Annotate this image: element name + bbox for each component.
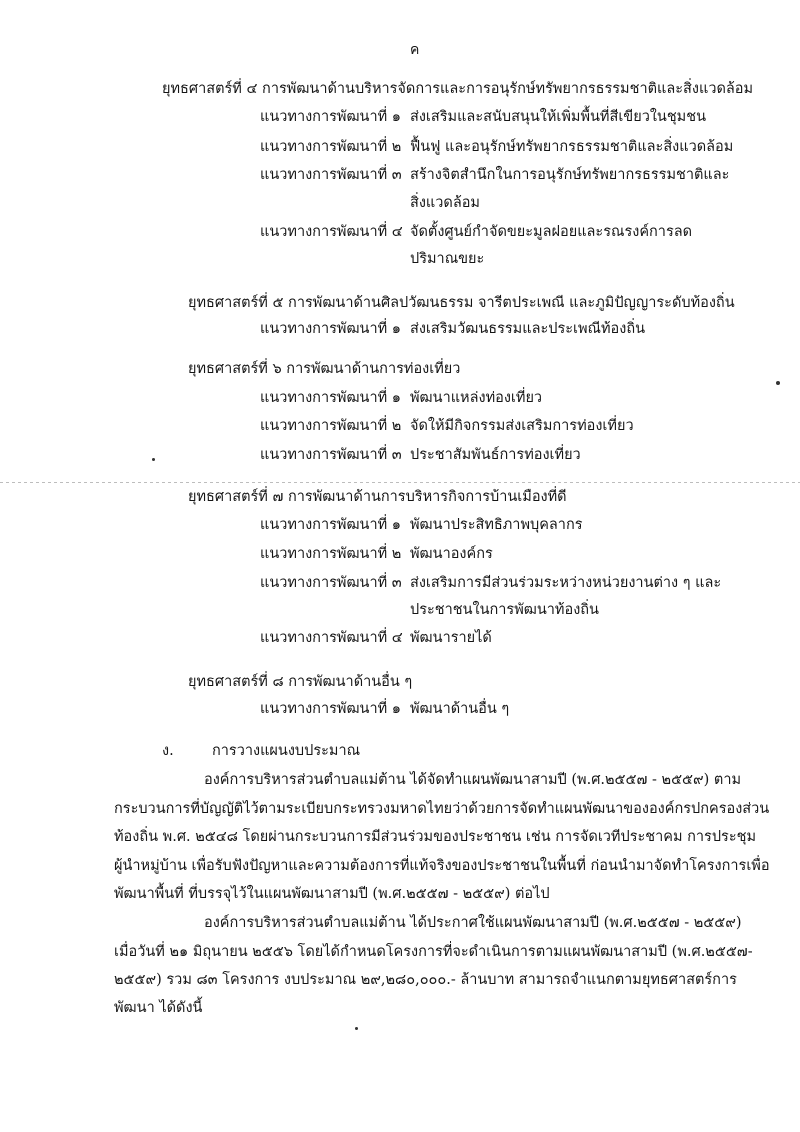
guideline-text: ส่งเสริมวัฒนธรรมและประเพณีท้องถิ่น bbox=[410, 321, 646, 337]
scan-speck bbox=[355, 1027, 358, 1030]
guideline-label: แนวทางการพัฒนาที่ ๓ bbox=[260, 575, 402, 591]
guideline-label: แนวทางการพัฒนาที่ ๑ bbox=[260, 701, 401, 717]
paragraph-line: ผู้นำหมู่บ้าน เพื่อรับฟังปัญหาและความต้องการที่แท้จริงของประชาชนในพื้นที่ ก่อนนำมาจัดทำโครงการเพื่อ bbox=[114, 858, 770, 874]
guideline-label: แนวทางการพัฒนาที่ ๒ bbox=[260, 418, 402, 434]
guideline-text: ประชาสัมพันธ์การท่องเที่ยว bbox=[410, 447, 581, 463]
guideline-label: แนวทางการพัฒนาที่ ๓ bbox=[260, 167, 402, 183]
guideline-label: แนวทางการพัฒนาที่ ๑ bbox=[260, 321, 401, 337]
page-number: ค bbox=[410, 42, 420, 58]
guideline-label: แนวทางการพัฒนาที่ ๒ bbox=[260, 546, 402, 562]
guideline-text: พัฒนาแหล่งท่องเที่ยว bbox=[410, 390, 543, 406]
section-marker: ง. bbox=[162, 743, 174, 759]
paragraph-line: ๒๕๕๙) รวม ๘๓ โครงการ งบประมาณ ๒๙,๒๘๐,๐๐๐.- ล้านบาท สามารถจำแนกตามยุทธศาสตร์การ bbox=[114, 972, 737, 988]
scan-fold-line bbox=[0, 482, 800, 483]
paragraph-line: ท้องถิ่น พ.ศ. ๒๕๔๘ โดยผ่านกระบวนการมีส่วนร่วมของประชาชน เช่น การจัดเวทีประชาคม การประชุม bbox=[114, 829, 757, 845]
guideline-text: ส่งเสริมและสนับสนุนให้เพิ่มพื้นที่สีเขียวในชุมชน bbox=[410, 109, 706, 125]
guideline-text: พัฒนารายได้ bbox=[410, 630, 492, 646]
guideline-label: แนวทางการพัฒนาที่ ๔ bbox=[260, 630, 403, 646]
guideline-text: จัดตั้งศูนย์กำจัดขยะมูลฝอยและรณรงค์การลด bbox=[410, 224, 693, 240]
guideline-text-cont: ปริมาณขยะ bbox=[410, 251, 485, 267]
strategy-5-title: ยุทธศาสตร์ที่ ๕ การพัฒนาด้านศิลปวัฒนธรรม จารีตประเพณี และภูมิปัญญาระดับท้องถิ่น bbox=[188, 295, 735, 311]
guideline-label: แนวทางการพัฒนาที่ ๒ bbox=[260, 139, 402, 155]
strategy-8-title: ยุทธศาสตร์ที่ ๘ การพัฒนาด้านอื่น ๆ bbox=[188, 674, 413, 690]
paragraph-line: เมื่อวันที่ ๒๑ มิถุนายน ๒๕๕๖ โดยได้กำหนดโครงการที่จะดำเนินการตามแผนพัฒนาสามปี (พ.ศ.๒๕๕๗- bbox=[114, 944, 753, 960]
guideline-label: แนวทางการพัฒนาที่ ๑ bbox=[260, 109, 401, 125]
guideline-label: แนวทางการพัฒนาที่ ๑ bbox=[260, 517, 401, 533]
guideline-text: พัฒนาด้านอื่น ๆ bbox=[410, 701, 510, 717]
guideline-label: แนวทางการพัฒนาที่ ๑ bbox=[260, 390, 401, 406]
strategy-7-title: ยุทธศาสตร์ที่ ๗ การพัฒนาด้านการบริหารกิจการบ้านเมืองที่ดี bbox=[188, 489, 567, 505]
paragraph-line: องค์การบริหารส่วนตำบลแม่ต้าน ได้ประกาศใช้แผนพัฒนาสามปี (พ.ศ.๒๕๕๗ - ๒๕๕๙) bbox=[204, 915, 742, 931]
section-heading: การวางแผนงบประมาณ bbox=[212, 743, 361, 759]
guideline-text: พัฒนาองค์กร bbox=[410, 546, 493, 562]
paragraph-line: พัฒนา ได้ดังนี้ bbox=[114, 1000, 203, 1016]
scan-speck bbox=[152, 458, 155, 461]
guideline-text: ฟื้นฟู และอนุรักษ์ทรัพยากรธรรมชาติและสิ่งแวดล้อม bbox=[410, 139, 734, 155]
guideline-text: จัดให้มีกิจกรรมส่งเสริมการท่องเที่ยว bbox=[410, 418, 634, 434]
strategy-6-title: ยุทธศาสตร์ที่ ๖ การพัฒนาด้านการท่องเที่ยว bbox=[188, 361, 461, 377]
guideline-label: แนวทางการพัฒนาที่ ๓ bbox=[260, 447, 402, 463]
guideline-label: แนวทางการพัฒนาที่ ๔ bbox=[260, 224, 403, 240]
scan-speck bbox=[776, 381, 780, 385]
guideline-text-cont: ประชาชนในการพัฒนาท้องถิ่น bbox=[410, 602, 599, 618]
strategy-4-title: ยุทธศาสตร์ที่ ๔ การพัฒนาด้านบริหารจัดการและการอนุรักษ์ทรัพยากรธรรมชาติและสิ่งแวดล้อม bbox=[162, 81, 754, 97]
guideline-text: ส่งเสริมการมีส่วนร่วมระหว่างหน่วยงานต่าง ๆ และ bbox=[410, 575, 722, 591]
guideline-text: สร้างจิตสำนึกในการอนุรักษ์ทรัพยากรธรรมชาติและ bbox=[410, 167, 730, 183]
guideline-text: พัฒนาประสิทธิภาพบุคลากร bbox=[410, 517, 583, 533]
paragraph-line: พัฒนาพื้นที่ ที่บรรจุไว้ในแผนพัฒนาสามปี (พ.ศ.๒๕๕๗ - ๒๕๕๙) ต่อไป bbox=[114, 886, 550, 902]
guideline-text-cont: สิ่งแวดล้อม bbox=[410, 195, 480, 211]
paragraph-line: องค์การบริหารส่วนตำบลแม่ต้าน ได้จัดทำแผนพัฒนาสามปี (พ.ศ.๒๕๕๗ - ๒๕๕๙) ตาม bbox=[204, 772, 742, 788]
paragraph-line: กระบวนการที่บัญญัติไว้ตามระเบียบกระทรวงมหาดไทยว่าด้วยการจัดทำแผนพัฒนาขององค์กรปกครองส่วน bbox=[114, 801, 770, 817]
